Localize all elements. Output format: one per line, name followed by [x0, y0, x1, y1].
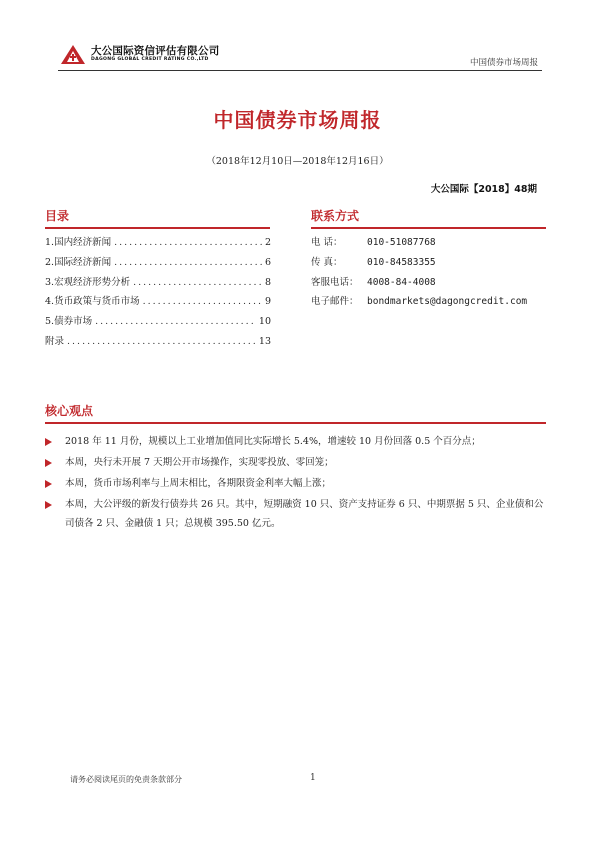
toc-item[interactable]	[45, 254, 271, 274]
toc-item[interactable]	[45, 274, 271, 294]
toc-leader	[114, 257, 262, 268]
toc-item-label: 1.国内经济新闻	[45, 237, 112, 248]
core-point	[45, 453, 550, 472]
toc-item[interactable]	[45, 234, 271, 254]
page-title: 中国债券市场周报	[213, 108, 382, 132]
company-name-cn: 大公国际资信评估有限公司	[91, 45, 220, 57]
core-views-list	[45, 432, 550, 535]
disclaimer-note: 请务必阅读尾页的免责条款部分	[70, 775, 182, 784]
toc-item-page: 8	[264, 276, 271, 288]
toc-leader	[67, 336, 256, 347]
core-views-divider	[45, 422, 546, 424]
contact-value[interactable]: 4008-84-4008	[367, 276, 436, 288]
toc-item[interactable]	[45, 293, 271, 313]
toc-item-page: 6	[264, 256, 271, 268]
toc-divider	[45, 227, 270, 229]
contact-fax	[311, 254, 527, 274]
toc-item-label: 4.货币政策与货币市场	[45, 296, 140, 308]
contact-label: 电 话：	[311, 237, 343, 248]
toc-item-page: 10	[258, 316, 271, 328]
contact-divider	[311, 227, 546, 229]
page-number: 1	[310, 773, 316, 783]
toc-item-label: 5.债券市场	[45, 316, 93, 328]
toc-item[interactable]	[45, 333, 271, 353]
contact-phone	[311, 234, 527, 254]
contact-value: 010-84583355	[367, 256, 436, 268]
toc-item-label: 2.国际经济新闻	[45, 256, 112, 268]
contact-label: 客服电话：	[311, 276, 359, 288]
toc-leader	[143, 296, 262, 307]
page-header	[58, 38, 542, 71]
arrow-bullet-icon	[45, 438, 52, 446]
table-of-contents	[45, 234, 271, 353]
toc-item-label: 附录	[45, 335, 65, 347]
arrow-bullet-icon	[45, 459, 52, 467]
core-views-heading: 核心观点	[45, 404, 94, 418]
contact-info	[311, 234, 527, 313]
core-point	[45, 474, 550, 493]
contact-service-phone	[311, 274, 527, 294]
contact-label: 传 真：	[311, 256, 343, 268]
arrow-bullet-icon	[45, 480, 52, 488]
toc-leader	[95, 316, 256, 327]
core-point	[45, 432, 550, 451]
core-point-text: 2018 年 11 月份，规模以上工业增加值同比实际增长 5.4%，增速较 10 月份回落 0.5 个百分点；	[65, 436, 481, 447]
core-point-text: 本周，大公评级的新发行债券共 26 只。其中，短期融资 10 只、资产支持证券 6 只、中期票据 5 只、企业债和公司债各 2 只、金融债 1 只；总规模 395.50 亿元。	[65, 499, 544, 529]
toc-item-label: 3.宏观经济形势分析	[45, 276, 131, 288]
date-range: （2018年12月10日—2018年12月16日）	[206, 156, 389, 167]
dagong-logo-icon	[58, 42, 88, 66]
header-report-type: 中国债券市场周报	[469, 58, 538, 68]
toc-item-page: 13	[258, 335, 271, 347]
core-point	[45, 495, 550, 533]
toc-item-page: 9	[264, 296, 271, 308]
contact-value[interactable]: 010-51087768	[367, 237, 436, 248]
core-point-text: 本周，货币市场利率与上周末相比，各期限资金利率大幅上涨；	[65, 478, 332, 489]
contact-email-link[interactable]: bondmarkets@dagongcredit.com	[367, 296, 528, 308]
company-name-en: DAGONG GLOBAL CREDIT RATING CO.,LTD	[91, 57, 209, 62]
toc-leader	[114, 237, 262, 248]
toc-item[interactable]	[45, 313, 271, 333]
toc-heading: 目录	[45, 209, 70, 223]
core-point-text: 本周，央行未开展 7 天期公开市场操作，实现零投放、零回笼；	[65, 457, 334, 468]
toc-item-page: 2	[264, 237, 271, 248]
arrow-bullet-icon	[45, 501, 52, 509]
toc-leader	[133, 277, 262, 288]
contact-label: 电子邮件：	[311, 296, 359, 308]
contact-email	[311, 293, 527, 313]
issue-number: 大公国际【2018】48期	[430, 184, 537, 195]
contact-heading: 联系方式	[311, 209, 360, 223]
